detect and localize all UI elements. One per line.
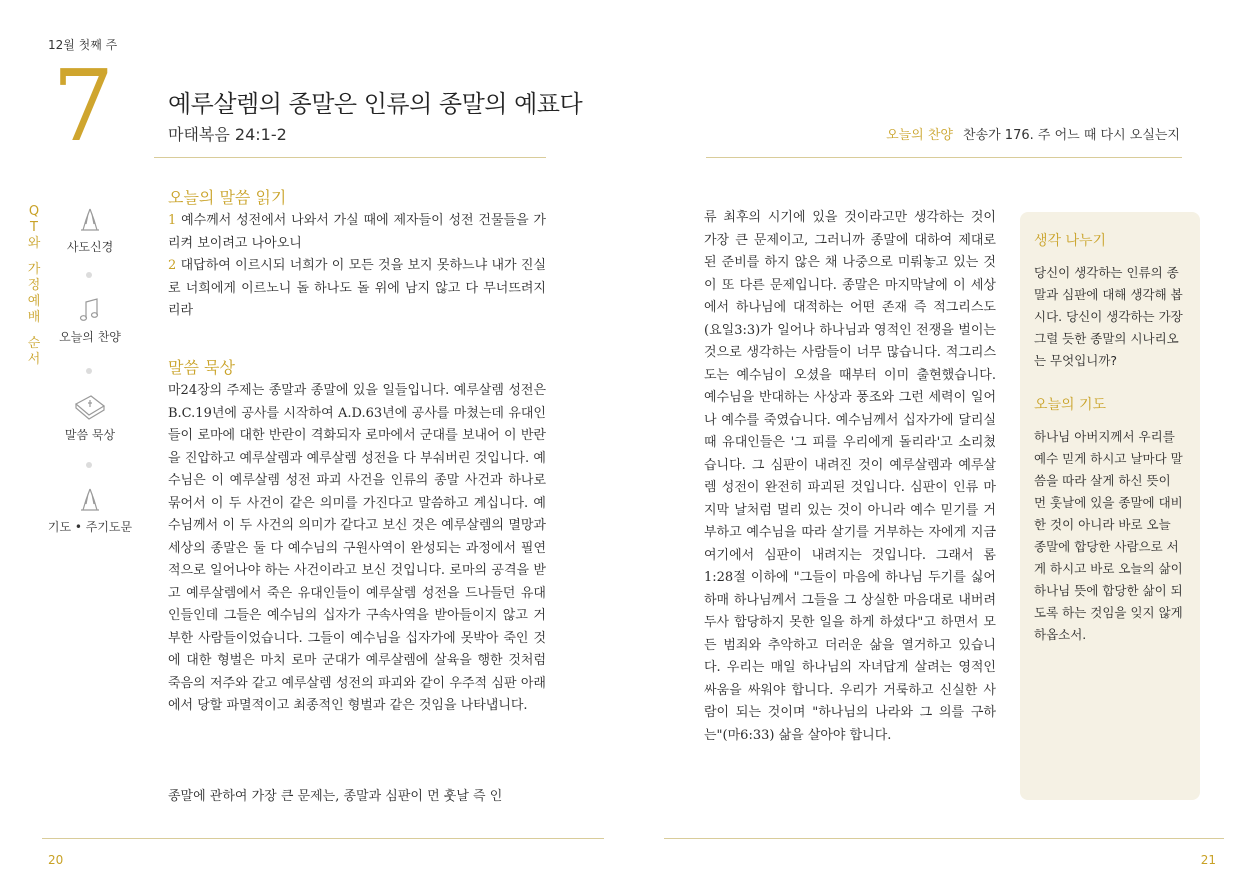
verse-number: 1 [168,213,177,228]
verse-text: 예수께서 성전에서 나와서 가실 때에 제자들이 성전 건물들을 가리켜 보이려고 나아오니 [168,213,546,251]
praying-hands-icon [75,206,105,234]
vertical-title-gap [26,252,42,262]
vertical-title-char: 정 [27,278,41,293]
sidebar-item-label: 기도 • 주기도문 [47,520,133,534]
page-number-left: 20 [48,853,64,867]
meditation-paragraph: 종말에 관하여 가장 큰 문제는, 종말과 심판이 먼 훗날 즉 인 [168,789,503,804]
verse-number: 2 [168,258,177,273]
vertical-title-char: 서 [27,352,41,367]
page-number-right: 21 [1200,853,1216,867]
footer-rule-right [664,838,1224,839]
meditation-heading: 말씀 묵상 [168,358,235,377]
week-label: 12월 첫째 주 [48,38,118,52]
verse-1 [168,210,546,255]
bible-icon [73,392,107,422]
vertical-section-title [26,204,42,368]
nav-dot [86,462,92,468]
prayer-text: 하나님 아버지께서 우리를 예수 믿게 하시고 날마다 말씀을 따라 살게 하신 뜻이 먼 훗날에 있을 종말에 대비한 것이 아니라 바로 오늘 종말에 합당한 사람으로 서게 하시고 바로 오늘의 삶이 하나님 뜻에 합당한 삶이 되도록 하는 것임을 잊지 않게 하옵소서. [1034,429,1183,642]
vertical-title-gap [26,326,42,336]
page-title: 예루살렘의 종말은 인류의 종말의 예표다 [168,90,583,118]
hymn-label: 오늘의 찬양 [886,128,953,143]
nav-dot [86,368,92,374]
vertical-title-char: 예 [27,294,41,309]
vertical-title-char: T [30,220,38,235]
prayer-heading: 오늘의 기도 [1034,397,1107,413]
music-note-icon [78,296,102,324]
reflection-box [1020,212,1200,800]
verse-text: 대답하여 이르시되 너희가 이 모든 것을 보지 못하느냐 내가 진실로 너희에게 이르노니 돌 하나도 돌 위에 남지 않고 다 무너뜨려지리라 [168,258,546,318]
reading-heading: 오늘의 말씀 읽기 [168,188,287,207]
vertical-title-char: 배 [27,310,41,325]
sharing-heading: 생각 나누기 [1034,233,1107,249]
sidebar-item-label: 오늘의 찬양 [59,330,121,344]
sidebar-item-meditation [52,392,128,443]
vertical-title-char: Q [28,204,40,219]
day-number: 7 [52,50,115,164]
header-rule-right [706,157,1182,158]
vertical-title-char: 와 [27,236,41,251]
reading-section [168,185,546,323]
vertical-title-char: 가 [27,262,41,277]
sidebar-item-label: 사도신경 [66,240,114,254]
praying-hands-icon [75,486,105,514]
sharing-text: 당신이 생각하는 인류의 종말과 심판에 대해 생각해 봅시다. 당신이 생각하는 가장 그럴 듯한 종말의 시나리오는 무엇입니까? [1034,265,1183,368]
footer-rule-left [42,838,604,839]
nav-dot [86,272,92,278]
sidebar-item-apostles-creed [52,206,128,255]
scripture-reference: 마태복음 24:1-2 [168,125,287,144]
hymn-line [886,124,1180,143]
meditation-section [168,355,546,718]
sidebar-item-label: 말씀 묵상 [64,428,116,442]
header-rule-left [154,157,546,158]
verse-2 [168,255,546,323]
sidebar-item-todays-hymn [52,296,128,345]
meditation-continuation: 류 최후의 시기에 있을 것이라고만 생각하는 것이 가장 큰 문제이고, 그러니까 종말에 대하여 제대로 된 준비를 하지 않은 채 나중으로 미뤄놓고 있는 것이 또 다른 문제입니다. 종말은 마지막날에 이 세상에서 하나님에 대적하는 어떤 존재 즉 적그리스도(요일3:3)가 일어나 하나님과 영적인 전쟁을 벌이는 것으로 생각하는 사람들이 너무 많습니다. 적그리스도는 예수님이 오셨을 때부터 이미 출현했습니다. 예수님을 반대하는 사상과 풍조와 그런 세력이 일어나 예수를 죽였습니다. 예수님께서 십자가에 달리실 때 유대인들은 '그 피를 우리에게 돌리라'고 소리쳤습니다. 그 심판이 내려진 것이 예루살렘과 예루살렘 성전이 완전히 파괴된 것입니다. 심판이 인류 마지막 날처럼 멀리 있는 것이 아니라 예수 믿기를 거부하고 예수님을 따라 살기를 거부하는 자에게 지금 여기에서 심판이 내려지는 것입니다. 그래서 롬1:28절 이하에 "그들이 마음에 하나님 두기를 싫어하매 하나님께서 그들을 그 상실한 마음대로 내버려 두사 합당하지 못한 일을 하게 하셨다"고 하면서 모든 범죄와 추악하고 더러운 삶을 열거하고 있습니다. 우리는 매일 하나님의 자녀답게 살려는 영적인 싸움을 싸워야 합니다. 우리가 거룩하고 신실한 사람이 되는 것이며 "하나님의 나라와 그 의를 구하는"(마6:33) 삶을 살아야 합니다. [704,210,996,743]
hymn-title: 찬송가 176. 주 어느 때 다시 오실는지 [963,128,1180,143]
meditation-paragraph: 마24장의 주제는 종말과 종말에 있을 일들입니다. 예루살렘 성전은 B.C.19년에 공사를 시작하여 A.D.63년에 공사를 마쳤는데 유대인들이 로마에 대한 반란이 격화되자 로마에서 군대를 보내어 이 반란을 진압하고 예루살렘과 예루살렘 성전을 다 부숴버린 것입니다. 예수님은 이 예루살렘 성전 파괴 사건을 인류의 종말 사건과 하나로 묶어서 이 두 사건이 같은 의미를 가진다고 말씀하고 계십니다. 예수님께서 이 두 사건의 의미가 같다고 보신 것은 예루살렘의 멸망과 세상의 종말은 둘 다 예수님의 구원사역이 완성되는 과정에서 필연적으로 일어나야 하는 사건이라고 보신 것입니다. 로마의 공격을 받고 예루살렘에서 죽은 유대인들이 예루살렘 성전을 드나들던 유대인들인데 그들은 예수님의 십자가 구속사역을 받아들이지 않고 거부한 사람들이었습니다. 그들이 예수님을 십자가에 못박아 죽인 것에 대한 형벌은 마치 로마 군대가 예루살렘에 살육을 행한 것처럼 죽음의 저주와 같고 예루살렘 성전의 파괴와 같이 우주적 심판 아래에서 당할 파멸적이고 최종적인 형벌과 같은 것임을 나타냅니다. [168,383,546,713]
vertical-title-char: 순 [27,336,41,351]
sidebar-item-prayer [44,486,136,535]
